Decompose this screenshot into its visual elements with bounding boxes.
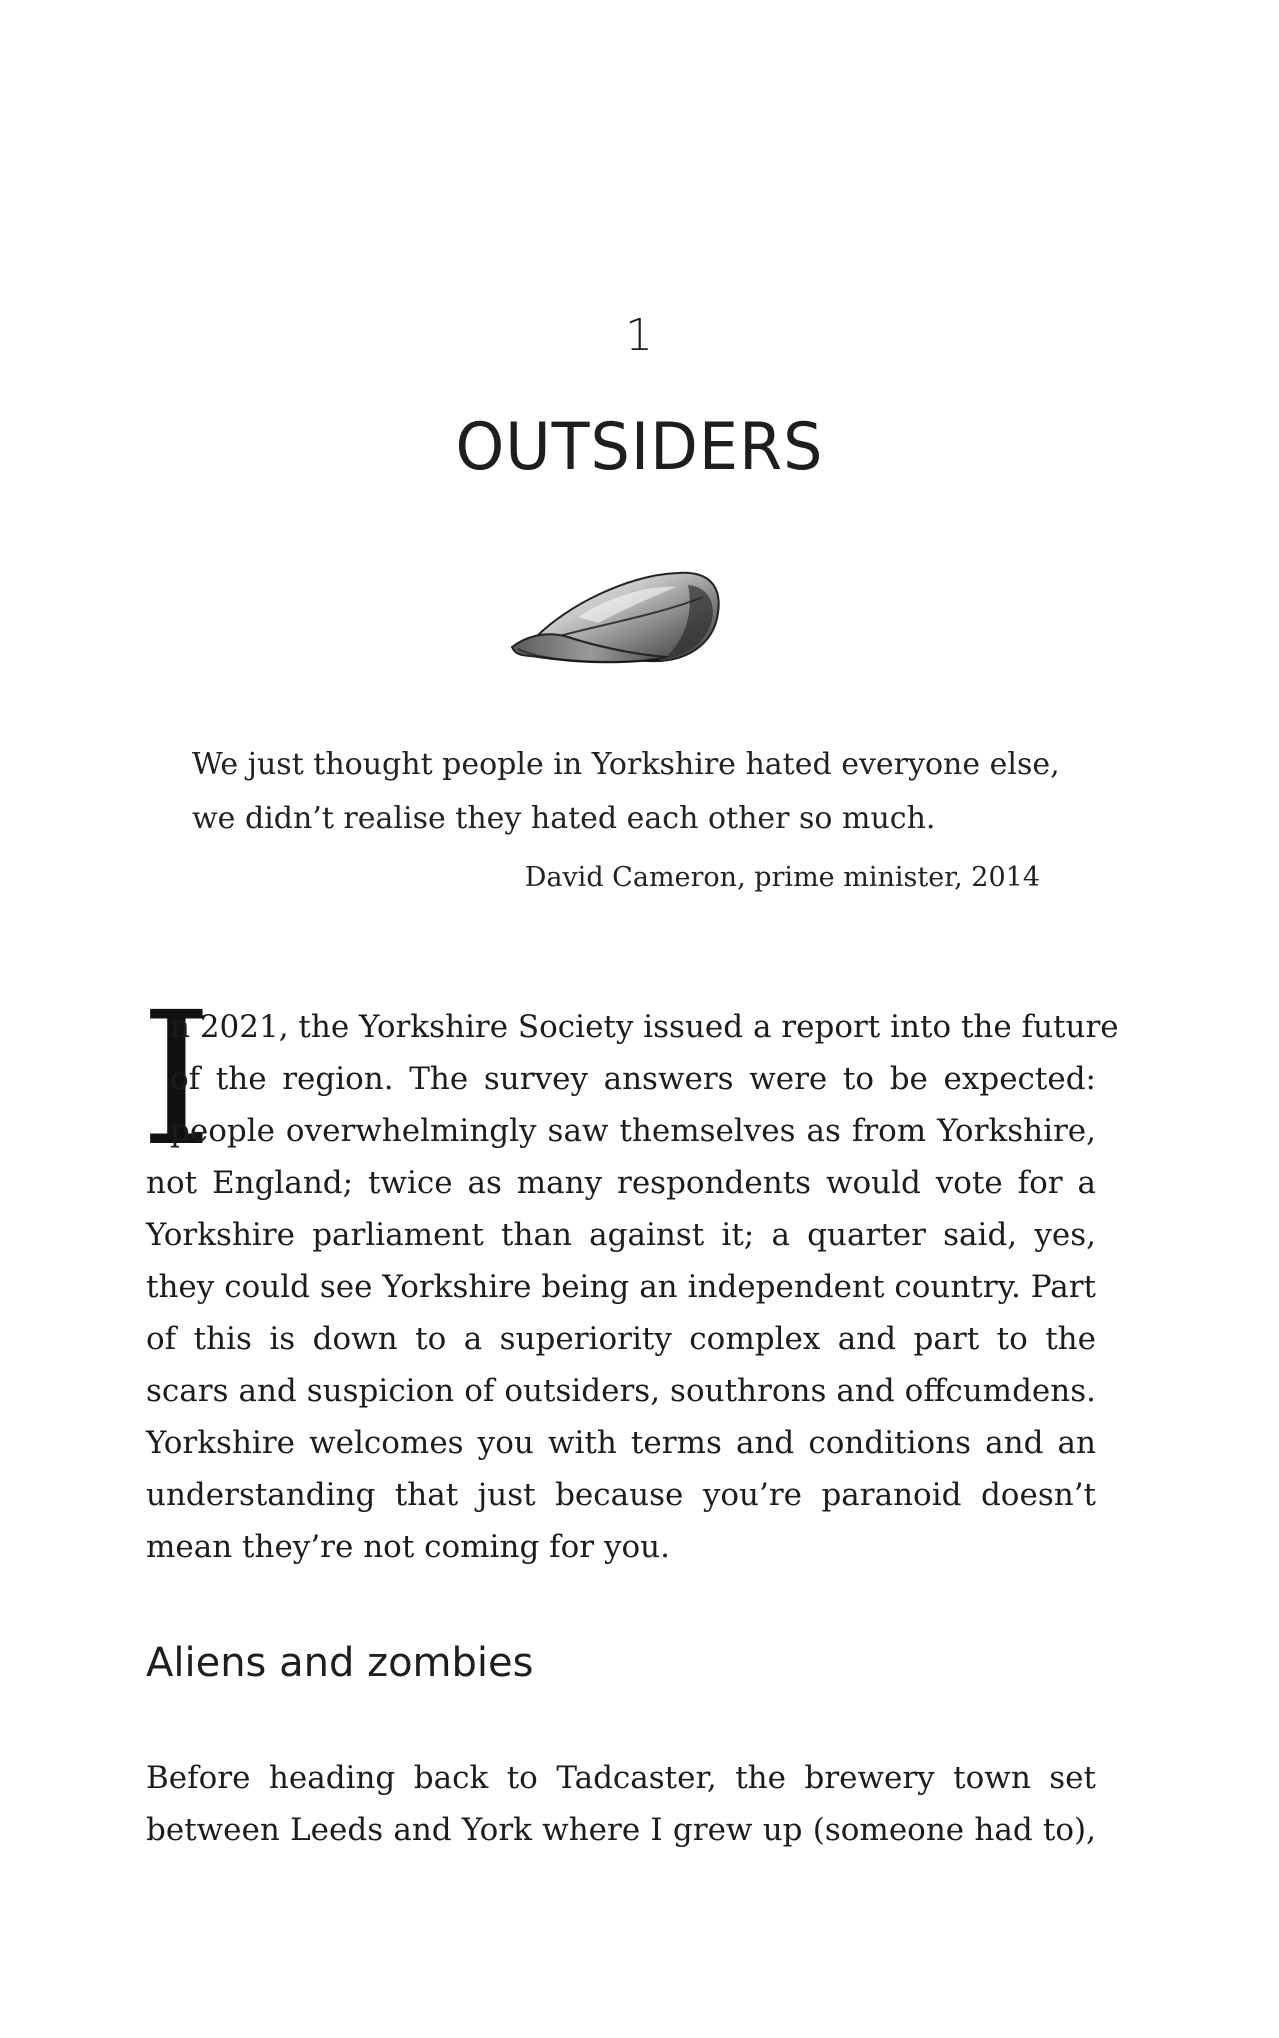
epigraph-quote (192, 738, 1072, 846)
epigraph-attribution: David Cameron, prime minister, 2014 (524, 862, 1040, 893)
paragraph-line: Before heading back to Tadcaster, the brewery town set (146, 1760, 1096, 1796)
flat-cap-icon (508, 565, 724, 670)
paragraph-line: of the region. The survey answers were to be expected: (170, 1061, 1096, 1097)
paragraph-line: mean they’re not coming for you. (146, 1529, 670, 1565)
section-heading: Aliens and zombies (146, 1640, 534, 1686)
chapter-title: OUTSIDERS (455, 408, 824, 485)
section-paragraph (146, 1752, 1096, 1856)
paragraph-line: people overwhelmingly saw themselves as from Yorkshire, (170, 1113, 1096, 1149)
paragraph-line: between Leeds and York where I grew up (someone had to), (146, 1812, 1096, 1848)
chapter-number: 1 (625, 310, 654, 361)
paragraph-line: Yorkshire welcomes you with terms and conditions and an (146, 1425, 1096, 1461)
epigraph-line: we didn’t realise they hated each other so much. (192, 801, 936, 836)
epigraph-line: We just thought people in Yorkshire hated everyone else, (192, 747, 1060, 782)
paragraph-line: n 2021, the Yorkshire Society issued a report into the future (170, 1009, 1119, 1045)
paragraph-line: scars and suspicion of outsiders, southrons and offcumdens. (146, 1373, 1096, 1409)
paragraph-line: of this is down to a superiority complex and part to the (146, 1321, 1096, 1357)
paragraph-line: not England; twice as many respondents would vote for a (146, 1165, 1096, 1201)
drop-cap: I (140, 973, 213, 1187)
paragraph-line: Yorkshire parliament than against it; a quarter said, yes, (146, 1217, 1096, 1253)
paragraph-line: they could see Yorkshire being an independent country. Part (146, 1269, 1096, 1305)
paragraph-line: understanding that just because you’re paranoid doesn’t (146, 1477, 1096, 1513)
opening-paragraph (146, 1001, 1119, 1573)
